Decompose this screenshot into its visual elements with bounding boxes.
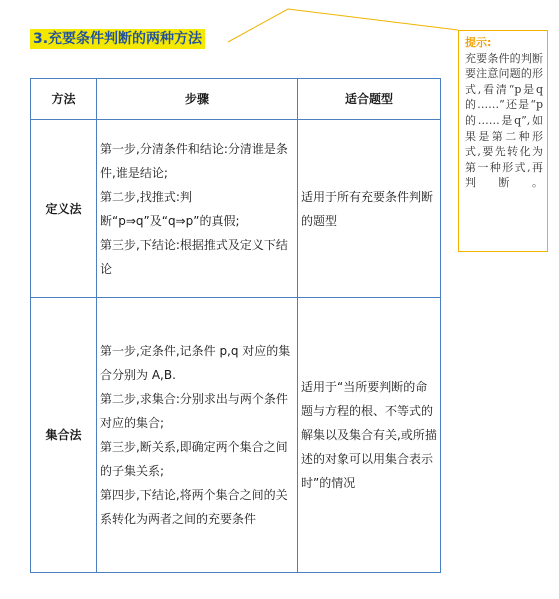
step-item: 第一步,分清条件和结论:分清谁是条件,谁是结论; <box>100 141 288 180</box>
method-name: 定义法 <box>31 120 97 298</box>
method-name: 集合法 <box>31 298 97 573</box>
method-type: 适用于“当所要判断的命题与方程的根、不等式的解集以及集合有关,或所描述的对象可以用集合表示时”的情况 <box>298 298 441 573</box>
header-type: 适合题型 <box>298 79 441 120</box>
method-steps <box>97 298 298 573</box>
method-type: 适用于所有充要条件判断的题型 <box>298 120 441 298</box>
header-steps: 步骤 <box>97 79 298 120</box>
step-item: 第四步,下结论,将两个集合之间的关系转化为两者之间的充要条件 <box>100 488 288 526</box>
table-row <box>31 298 441 573</box>
step-item: 第三步,下结论:根据推式及定义下结论 <box>100 237 288 276</box>
step-item: 第二步,找推式:判断“p⇒q”及“q⇒p”的真假; <box>100 189 240 228</box>
step-item: 第二步,求集合:分别求出与两个条件对应的集合; <box>100 392 288 430</box>
table-header-row <box>31 79 441 120</box>
header-method: 方法 <box>31 79 97 120</box>
method-steps <box>97 120 298 298</box>
table-row <box>31 120 441 298</box>
tip-title: 提示: <box>465 36 492 49</box>
section-heading: 3.充要条件判断的两种方法 <box>30 29 205 49</box>
step-item: 第一步,定条件,记条件 p,q 对应的集合分别为 A,B. <box>100 344 291 382</box>
step-item: 第三步,断关系,即确定两个集合之间的子集关系; <box>100 440 288 478</box>
tip-body: 充要条件的判断要注意问题的形式,看清“p是q的……”还是“p的……是q”,如果是第二种形式,要先转化为第一种形式,再判断。 <box>465 51 543 190</box>
methods-table <box>30 78 441 573</box>
tip-box <box>458 30 548 252</box>
